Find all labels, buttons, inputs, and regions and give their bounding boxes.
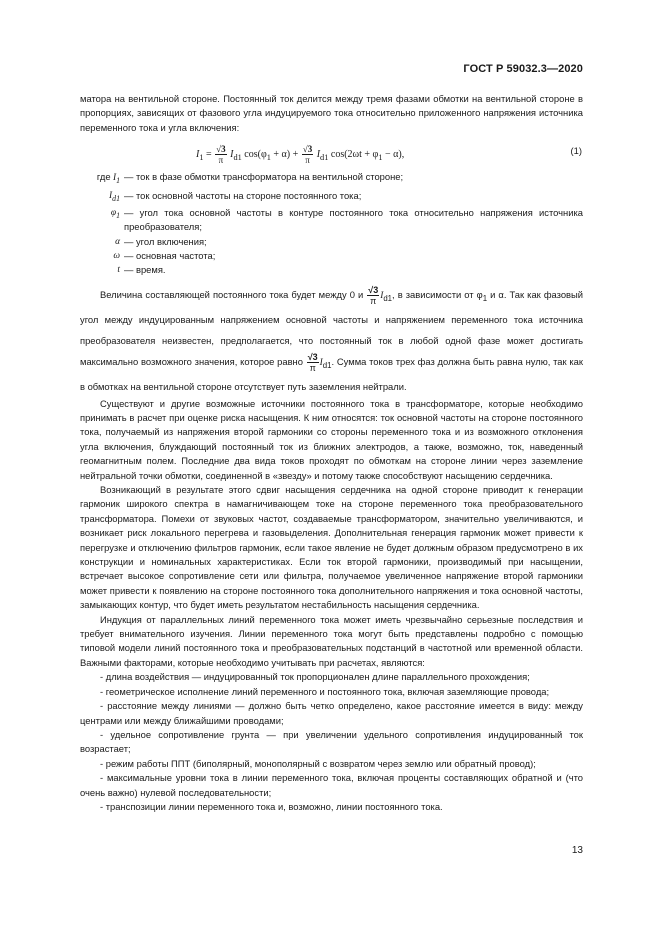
where-row: [80, 235, 583, 249]
where-description: — угол тока основной частоты в контуре постоянного тока относительно напряжения источника преобразователя;: [124, 206, 583, 233]
where-description: — угол включения;: [124, 235, 207, 247]
intro-paragraph: матора на вентильной стороне. Постоянный ток делится между тремя фазами обмотки на вентильной стороне в пропорциях, зависящих от фазового угла индуцируемого тока относительно приложенного напряжения источника переменного тока и угла включения:: [80, 93, 583, 133]
fraction-denominator: π: [305, 155, 310, 166]
list-item: - длина воздействия — индуцированный ток пропорционален длине параллельного прохождения;: [100, 671, 530, 683]
dc-text-a: Величина составляющей постоянного тока будет между 0 и: [100, 288, 364, 300]
inline-I: I: [380, 290, 384, 301]
where-symbol: [80, 249, 124, 263]
where-row: [80, 249, 583, 263]
symbol-char: α: [115, 236, 120, 247]
where-list: [80, 170, 583, 278]
symbol-sub: 1: [116, 176, 120, 186]
where-row: [80, 170, 583, 188]
formula-number: (1): [570, 145, 582, 157]
sources-paragraph: Существуют и другие возможные источники постоянного тока в трансформаторе, которые необходимо принимать в расчет при оценке риска насыщения. К ним относятся: ток основной частоты на стороне постоянного тока, получаемый из напряжения второй гармоники со стороны переменного тока и из возможного отклонения угла включения, блуждающий постоянный ток из ближних электродов, а также, возможно, ток, наведенный геомагнитным полем. Последние два вида токов проходят по обмоткам на стороне линии через заземление нейтральной точки обмотки, соединенной в «звезду» и потому также способствуют насыщению сердечника.: [80, 397, 583, 481]
dc-component-paragraph: [80, 284, 583, 397]
inline-I-sub: d1: [383, 293, 393, 303]
formula-1: [80, 137, 583, 167]
standard-designation: ГОСТ Р 59032.3—2020: [463, 63, 583, 75]
symbol-char: ω: [113, 251, 120, 261]
where-symbol: [80, 170, 124, 188]
formula-term2-sub: d1: [320, 153, 329, 163]
formula-lhs-sub: 1: [199, 153, 204, 163]
fraction-sqrt3-pi-4: [307, 352, 319, 373]
formula-cos2: cos(2ωt + φ: [330, 149, 379, 161]
fraction-numerator: √3: [216, 144, 226, 155]
formula-lhs: I: [196, 149, 200, 161]
formula-term1-sub: d1: [233, 153, 242, 163]
where-lead: где: [96, 171, 111, 183]
page-body: [80, 92, 583, 814]
fraction-denominator: π: [309, 362, 316, 373]
where-row: [80, 189, 583, 206]
where-symbol: [80, 189, 124, 206]
formula-term1: I: [230, 149, 234, 161]
list-item: - геометрическое исполнение линий переменного и постоянного тока, включая заземляющие провода;: [100, 685, 550, 697]
formula-cos1-tail: + α) +: [270, 149, 299, 161]
list-item: - режим работы ППТ (биполярный, монополярный с возвратом через землю или обратный провод);: [100, 757, 536, 769]
fraction-sqrt3-pi-2: [302, 144, 313, 165]
formula-cos2-tail: − α),: [382, 149, 405, 161]
inline-I-sub: d1: [322, 360, 332, 370]
where-description: — ток в фазе обмотки трансформатора на вентильной стороне;: [124, 171, 404, 183]
formula-equals: =: [206, 149, 212, 161]
formula-cos1: cos(φ: [244, 149, 267, 161]
where-row: [80, 263, 583, 277]
fraction-numerator: √3: [302, 144, 313, 155]
formula-expression: [196, 144, 404, 165]
dc-text-a2: , в зависимости от φ: [392, 288, 483, 300]
fraction-denominator: π: [218, 155, 224, 166]
inline-I: I: [319, 357, 323, 368]
dc-text-a3: и α. Так как фазовый угол между индуцированным напряжением основной частоты и напряжением переменного тока источника преобразователя неизвестен, предполагается, что постоянный ток в любой одной фазе может достигать максимально возможного значения, которое равно: [80, 288, 584, 367]
dc-text-b: . Сумма токов трех фаз должна быть равна нулю, так как в обмотках на вентильной стороне отсутствует путь заземления нейтрали.: [80, 355, 583, 392]
formula-cos2-sub: 1: [378, 153, 383, 163]
list-item: - максимальные уровни тока в линии переменного тока, включая проценты составляющих обратной и (что очень важно) нулевой последовательности;: [80, 772, 583, 798]
symbol-char: φ: [110, 207, 117, 218]
symbol-sub: d1: [112, 193, 120, 203]
factors-list: [80, 670, 583, 814]
symbol-char: I: [112, 173, 117, 184]
list-item: - транспозиции линии переменного тока и, возможно, линии постоянного тока.: [100, 800, 443, 812]
symbol-char: t: [117, 265, 120, 276]
fraction-denominator: π: [370, 295, 377, 306]
induction-paragraph: Индукция от параллельных линий переменного тока может иметь чрезвычайно серьезные последствия и требует внимательного изучения. Линии переменного тока могут быть представлены подробно с помощью типовой модели линий постоянного тока и преобразовательных подстанций в частотной или временной области. Важными факторами, которые необходимо учитывать при расчетах, являются:: [80, 613, 583, 668]
list-item: - расстояние между линиями — должно быть четко определено, какое расстояние имеется в виду: между центрами или между ближайшими проводами;: [80, 700, 583, 726]
inline-phi-sub: 1: [482, 293, 488, 303]
symbol-char: I: [109, 190, 113, 201]
where-symbol: [80, 206, 124, 235]
where-row: [80, 206, 583, 235]
where-description: — ток основной частоты на стороне постоянного тока;: [124, 189, 362, 201]
formula-cos1-sub: 1: [266, 153, 271, 163]
where-description: — время.: [124, 264, 166, 276]
symbol-sub: 1: [116, 210, 120, 220]
fraction-sqrt3-pi-1: [215, 144, 226, 165]
where-description: — основная частота;: [124, 250, 216, 261]
where-symbol: [80, 263, 124, 277]
harmonics-paragraph: Возникающий в результате этого сдвиг насыщения сердечника на одной стороне приводит к генерации гармоник широкого спектра в намагничивающем токе на стороне переменного тока преобразовательного трансформатора. Помехи от звуковых частот, создаваемые трансформатором, значительно увеличиваются, и возникает риск локального перегрева и газовыделения. Дополнительная генерация гармоник может привести к перегрузке и отключению фильтров гармоник, если такое явление не будет должным образом предусмотрено в их конструкции и номинальных характеристиках. Если ток второй гармоники, производимый при насыщении, встречает высокое сопротивление сети или фильтра, получаемое увеличенное напряжение второй гармоники может привести к появлению на стороне постоянного тока дополнительного напряжения и тока основной частоты, замыкающих контур, что будет иметь результатом нестабильность насыщения сердечника.: [80, 484, 583, 611]
formula-term2: I: [316, 149, 321, 161]
page-number: 13: [571, 845, 583, 856]
fraction-numerator: √3: [368, 284, 379, 295]
fraction-numerator: √3: [307, 351, 318, 362]
fraction-sqrt3-pi-3: [367, 285, 379, 306]
where-symbol: [80, 235, 124, 249]
list-item: - удельное сопротивление грунта — при увеличении удельного сопротивления индуцированный ток возрастает;: [80, 728, 583, 755]
